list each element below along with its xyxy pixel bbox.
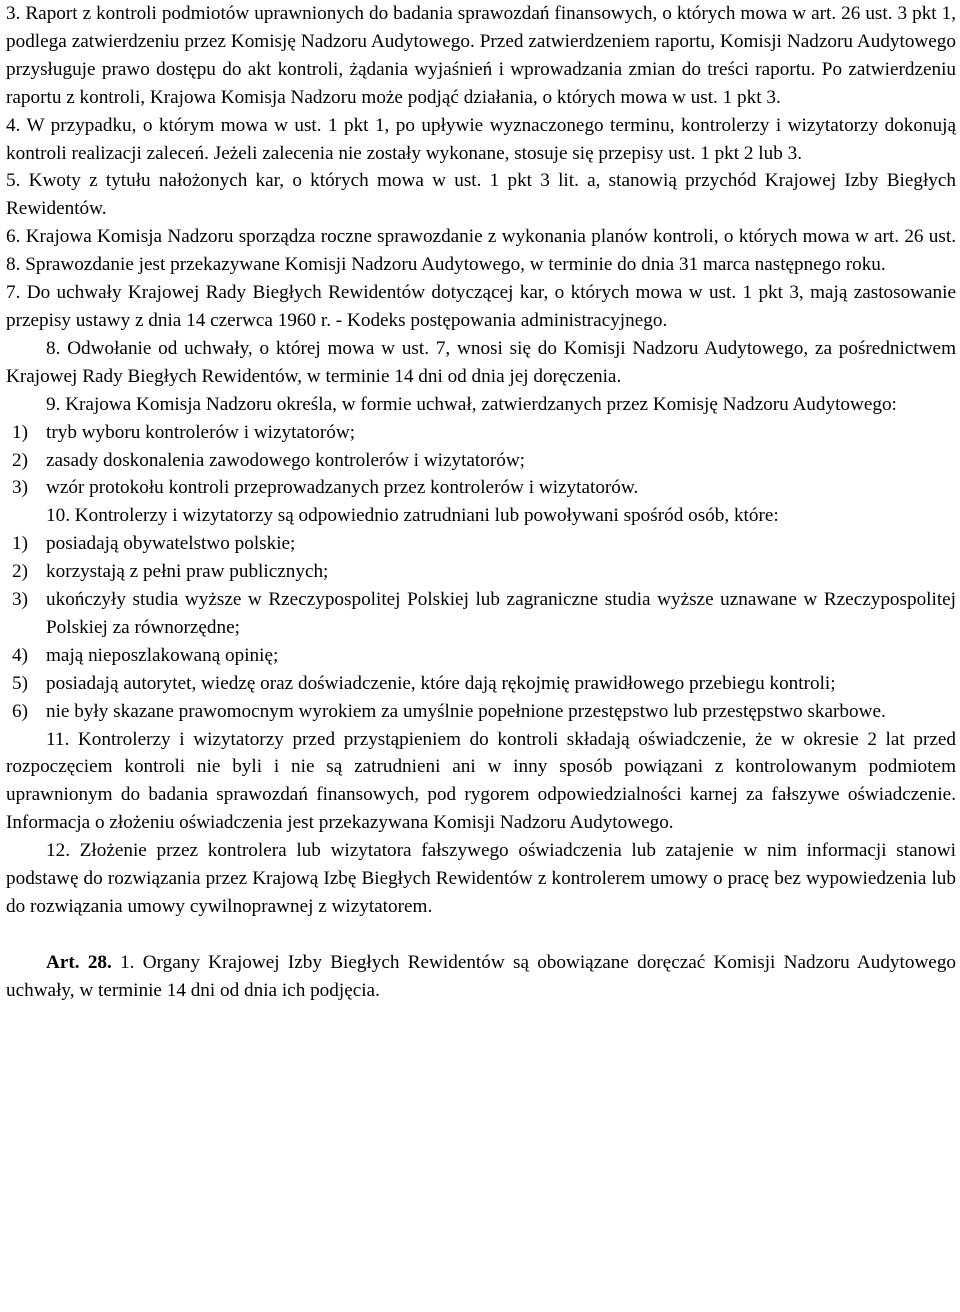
list-item-number: 1) — [12, 533, 28, 555]
paragraph: 12. Złożenie przez kontrolera lub wizytatora fałszywego oświadczenia lub zatajenie w nim informacji stanowi podstawę do rozwiązania przez Krajową Izbę Biegłych Rewidentów z kontrolerem umowy o pracę bez wypowiedzenia lub do rozwiązania umowy cywilnoprawnej z wizytatorem. — [6, 840, 956, 917]
paragraph: 4. W przypadku, o którym mowa w ust. 1 pkt 1, po upływie wyznaczonego terminu, kontrolerzy i wizytatorzy dokonują kontroli realizacji zaleceń. Jeżeli zalecenia nie zostały wykonane, stosuje się przepisy ust. 1 pkt 2 lub 3. — [6, 114, 956, 164]
list-item-number: 3) — [12, 477, 28, 499]
list-item — [6, 419, 956, 447]
list-item — [6, 530, 956, 558]
numbered-list — [6, 530, 956, 725]
list-item — [6, 698, 956, 726]
paragraph: 10. Kontrolerzy i wizytatorzy są odpowiednio zatrudniani lub powoływani spośród osób, które: — [46, 505, 779, 527]
list-item-number: 2) — [12, 449, 28, 471]
paragraph: 11. Kontrolerzy i wizytatorzy przed przystąpieniem do kontroli składają oświadczenie, że w okresie 2 lat przed rozpoczęciem kontroli nie byli i nie są zatrudnieni ani w inny sposób powiązani z kontrolowanym podmiotem uprawnionym do badania sprawozdań finansowych, pod rygorem odpowiedzialności karnej za fałszywe oświadczenie. Informacja o złożeniu oświadczenia jest przekazywana Komisji Nadzoru Audytowego. — [6, 728, 956, 834]
section-spacer — [6, 921, 956, 949]
list-item — [6, 586, 956, 642]
list-item-text: wzór protokołu kontroli przeprowadzanych przez kontrolerów i wizytatorów. — [46, 477, 639, 499]
article-heading: Art. 28. — [46, 951, 112, 973]
paragraph: 7. Do uchwały Krajowej Rady Biegłych Rewidentów dotyczącej kar, o których mowa w ust. 1 pkt 3, mają zastosowanie przepisy ustawy z dnia 14 czerwca 1960 r. - Kodeks postępowania administracyjnego. — [6, 282, 956, 331]
numbered-list — [6, 419, 956, 503]
article-paragraph — [6, 949, 956, 1005]
list-item-text: korzystają z pełni praw publicznych; — [46, 561, 329, 583]
paragraph: 3. Raport z kontroli podmiotów uprawnionych do badania sprawozdań finansowych, o których mowa w art. 26 ust. 3 pkt 1, podlega zatwierdzeniu przez Komisję Nadzoru Audytowego. Przed zatwierdzeniem raportu, Komisji Nadzoru Audytowego przysługuje prawo dostępu do akt kontroli, żądania wyjaśnień i wprowadzania zmian do treści raportu. Po zatwierdzeniu raportu z kontroli, Krajowa Komisja Nadzoru może podjąć działania, o których mowa w ust. 1 pkt 3. — [6, 3, 956, 108]
list-item-text: tryb wyboru kontrolerów i wizytatorów; — [46, 421, 356, 443]
list-item-number: 6) — [12, 700, 28, 722]
paragraph: 6. Krajowa Komisja Nadzoru sporządza roczne sprawozdanie z wykonania planów kontroli, o których mowa w art. 26 ust. 8. Sprawozdanie jest przekazywane Komisji Nadzoru Audytowego, w terminie do dnia 31 marca następnego roku. — [6, 226, 956, 276]
list-item-number: 4) — [12, 644, 28, 666]
list-item — [6, 558, 956, 586]
list-item-text: nie były skazane prawomocnym wyrokiem za umyślnie popełnione przestępstwo lub przestępstwo skarbowe. — [46, 700, 886, 722]
list-item-text: posiadają autorytet, wiedzę oraz doświadczenie, które dają rękojmię prawidłowego przebiegu kontroli; — [46, 672, 836, 694]
list-item-number: 2) — [12, 561, 28, 583]
list-item-number: 1) — [12, 421, 28, 443]
list-item-text: zasady doskonalenia zawodowego kontrolerów i wizytatorów; — [46, 449, 526, 471]
list-item — [6, 670, 956, 698]
document-page — [6, 0, 956, 1005]
article-text: 1. Organy Krajowej Izby Biegłych Rewidentów są obowiązane doręczać Komisji Nadzoru Audytowego uchwały, w terminie 14 dni od dnia ich podjęcia. — [6, 951, 957, 1001]
list-item-text: posiadają obywatelstwo polskie; — [46, 533, 296, 555]
list-item-number: 3) — [12, 589, 28, 611]
paragraph: 5. Kwoty z tytułu nałożonych kar, o których mowa w ust. 1 pkt 3 lit. a, stanowią przychód Krajowej Izby Biegłych Rewidentów. — [6, 170, 956, 220]
list-item-number: 5) — [12, 672, 28, 694]
list-item — [6, 447, 956, 475]
paragraph: 8. Odwołanie od uchwały, o której mowa w ust. 7, wnosi się do Komisji Nadzoru Audytowego, za pośrednictwem Krajowej Rady Biegłych Rewidentów, w terminie 14 dni od dnia jej doręczenia. — [6, 337, 956, 387]
list-item — [6, 642, 956, 670]
list-item-text: mają nieposzlakowaną opinię; — [46, 644, 279, 666]
list-item — [6, 474, 956, 502]
list-item-text: ukończyły studia wyższe w Rzeczypospolitej Polskiej lub zagraniczne studia wyższe uznawane w Rzeczypospolitej Polskiej za równorzędne; — [46, 589, 956, 638]
paragraph: 9. Krajowa Komisja Nadzoru określa, w formie uchwał, zatwierdzanych przez Komisję Nadzoru Audytowego: — [46, 393, 897, 415]
